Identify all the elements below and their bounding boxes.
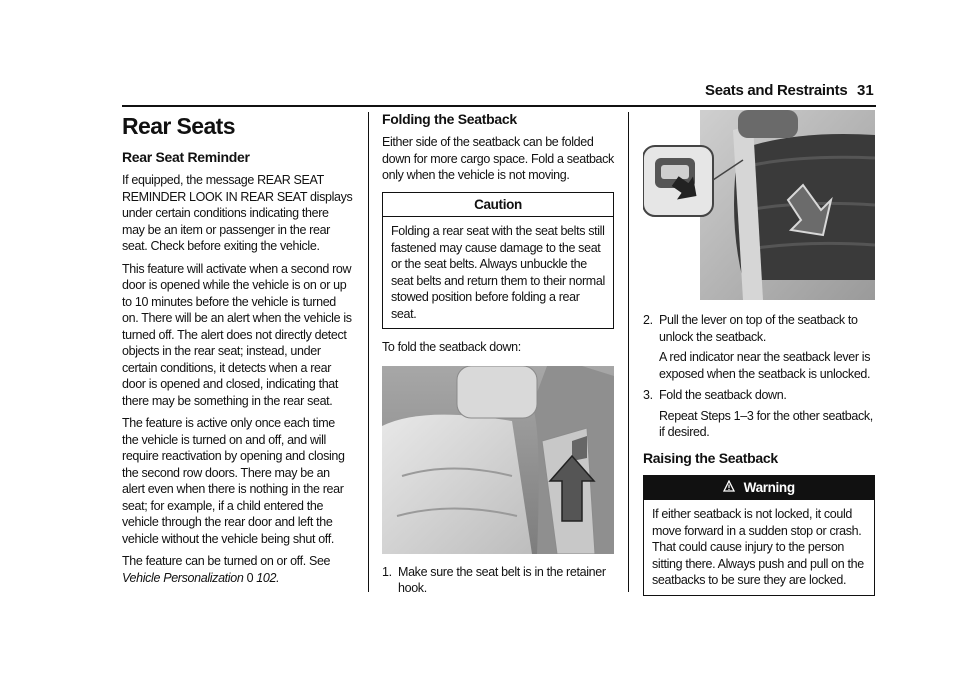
paragraph-with-xref [122,553,354,586]
procedure-steps [382,564,614,597]
column-divider-2 [628,112,629,592]
subsection-title: Rear Seat Reminder [122,149,250,165]
paragraph-lead: The feature can be turned on or off. See [122,554,331,568]
seatback-lever-illustration [643,110,875,300]
section-heading: Folding the Seatback [382,111,517,127]
warning-title: Warning [743,479,795,495]
paragraph: If equipped, the message REAR SEAT REMINDER LOOK IN REAR SEAT displays under certain conditions indicating there may be an item or passenger in the rear seat. Check before exiting the vehicle. [122,173,353,253]
warning-triangle-icon [723,480,735,497]
section-heading: Raising the Seatback [643,449,778,466]
seat-belt-retainer-illustration [382,366,614,554]
step-note: Repeat Steps 1–3 for the other seatback, if desired. [659,408,873,439]
xref-link[interactable]: Vehicle Personalization [122,570,244,585]
page-number: 31 [857,82,874,99]
caution-box [382,192,614,330]
xref-page[interactable]: 102. [256,570,280,585]
caution-title: Caution [383,193,613,218]
step-1 [382,564,614,597]
step-note: A red indicator near the seatback lever is exposed when the seatback is unlocked. [659,350,871,381]
paragraph: Either side of the seatback can be folded down for more cargo space. Fold a seatback only when the vehicle is not moving. [382,135,614,182]
section-title: Rear Seats [122,113,235,139]
column-divider-1 [368,112,369,592]
column-2 [382,110,614,602]
warning-title-bar [644,476,874,501]
step-text: Fold the seatback down. [659,388,787,402]
step-2 [643,312,875,382]
column-1 [122,112,354,592]
header-rule [122,105,876,107]
warning-body: If either seatback is not locked, it could move forward in a sudden stop or crash. That could cause injury to the person sitting there. Always push and pull on the seatbacks to be sure they are locked. [652,507,864,587]
column-3 [643,110,875,596]
page-reference-icon: 0 [246,570,254,585]
paragraph: The feature is active only once each time the vehicle is turned on and off, and will require reactivation by opening and closing the second row doors. There may be an alert even when there is nothing in the rear seat; for example, if a child entered the vehicle through the rear door and left the vehicle without the vehicle being shut off. [122,416,345,546]
procedure-steps [643,312,875,441]
procedure-lead: To fold the seatback down: [382,340,521,354]
running-header-title: Seats and Restraints [705,82,848,99]
step-number: 2. [643,313,653,327]
warning-box [643,475,875,596]
step-text: Make sure the seat belt is in the retainer hook. [398,564,606,595]
step-3 [643,387,875,441]
step-number: 3. [643,388,653,402]
step-text: Pull the lever on top of the seatback to unlock the seatback. [659,313,858,344]
caution-body: Folding a rear seat with the seat belts still fastened may cause damage to the seat or the seat belts. Always unbuckle the seat belts and return them to their normal stowed position before folding a rear seat. [391,224,605,321]
step-number: 1. [382,564,392,579]
paragraph: This feature will activate when a second row door is opened while the vehicle is on or up to 10 minutes before the vehicle is turned on. There will be an alert when the vehicle is turned off. The alert does not directly detect objects in the rear seat; instead, under certain conditions, it detects when a rear door is opened and closed, indicating that there may be something in the rear seat. [122,261,352,408]
